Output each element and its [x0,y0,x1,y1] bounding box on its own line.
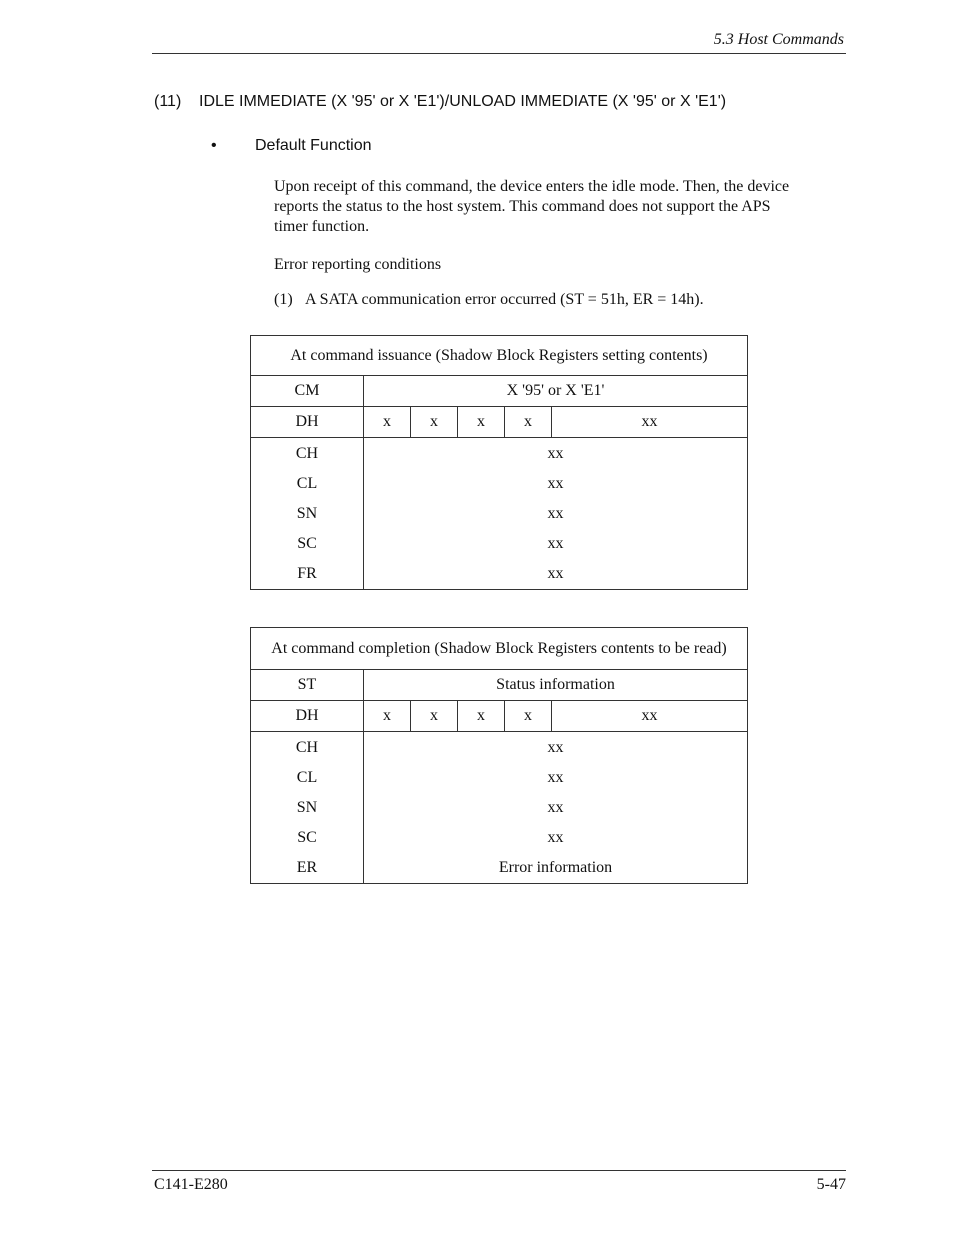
error-conditions-title: Error reporting conditions [274,256,442,273]
register-name: CL [251,469,364,499]
description-line: reports the status to the host system. This command does not support the APS [274,198,771,215]
register-value: Status information [364,670,748,701]
bullet-icon: • [211,137,217,154]
section-number: (11) [154,93,182,110]
register-name: FR [251,559,364,590]
register-value: xx [364,438,748,470]
register-bit: x [505,407,552,438]
section-title: IDLE IMMEDIATE (X '95' or X 'E1')/UNLOAD IMMEDIATE (X '95' or X 'E1') [199,93,727,110]
register-name: CL [251,763,364,793]
register-value: xx [364,793,748,823]
register-bit: x [458,701,505,732]
running-header: 5.3 Host Commands [713,31,844,48]
register-name: ER [251,853,364,884]
error-item-number: (1) [274,291,293,308]
table-caption: At command completion (Shadow Block Registers contents to be read) [251,628,748,670]
register-value: xx [552,701,748,732]
completion-register-table [250,627,748,884]
register-name: DH [251,701,364,732]
issuance-register-table [250,335,748,590]
register-name: SC [251,823,364,853]
register-name: CH [251,438,364,470]
register-value: xx [364,823,748,853]
footer-page-number: 5-47 [816,1176,846,1193]
register-bit: x [505,701,552,732]
register-bit: x [458,407,505,438]
register-value: xx [364,499,748,529]
register-value: xx [364,469,748,499]
error-item-text: A SATA communication error occurred (ST = 51h, ER = 14h). [305,291,704,308]
error-condition-item [274,291,704,309]
register-bit: x [411,701,458,732]
register-bit: x [364,407,411,438]
register-value: xx [552,407,748,438]
register-value: xx [364,529,748,559]
description-line: timer function. [274,218,370,235]
register-name: CM [251,376,364,407]
register-name: DH [251,407,364,438]
register-name: SN [251,499,364,529]
header-rule [152,53,846,54]
register-bit: x [411,407,458,438]
register-value: X '95' or X 'E1' [364,376,748,407]
register-name: CH [251,732,364,764]
section-heading [154,93,726,111]
description-paragraph [274,177,846,237]
register-name: SC [251,529,364,559]
register-value: xx [364,763,748,793]
register-name: ST [251,670,364,701]
register-value: Error information [364,853,748,884]
description-line: Upon receipt of this command, the device enters the idle mode. Then, the device [274,178,790,195]
table-caption: At command issuance (Shadow Block Registers setting contents) [251,336,748,376]
bullet-label: Default Function [255,137,372,154]
register-name: SN [251,793,364,823]
register-bit: x [364,701,411,732]
footer-rule [152,1170,846,1171]
footer-doc-id: C141-E280 [154,1176,228,1193]
register-value: xx [364,559,748,590]
register-value: xx [364,732,748,764]
